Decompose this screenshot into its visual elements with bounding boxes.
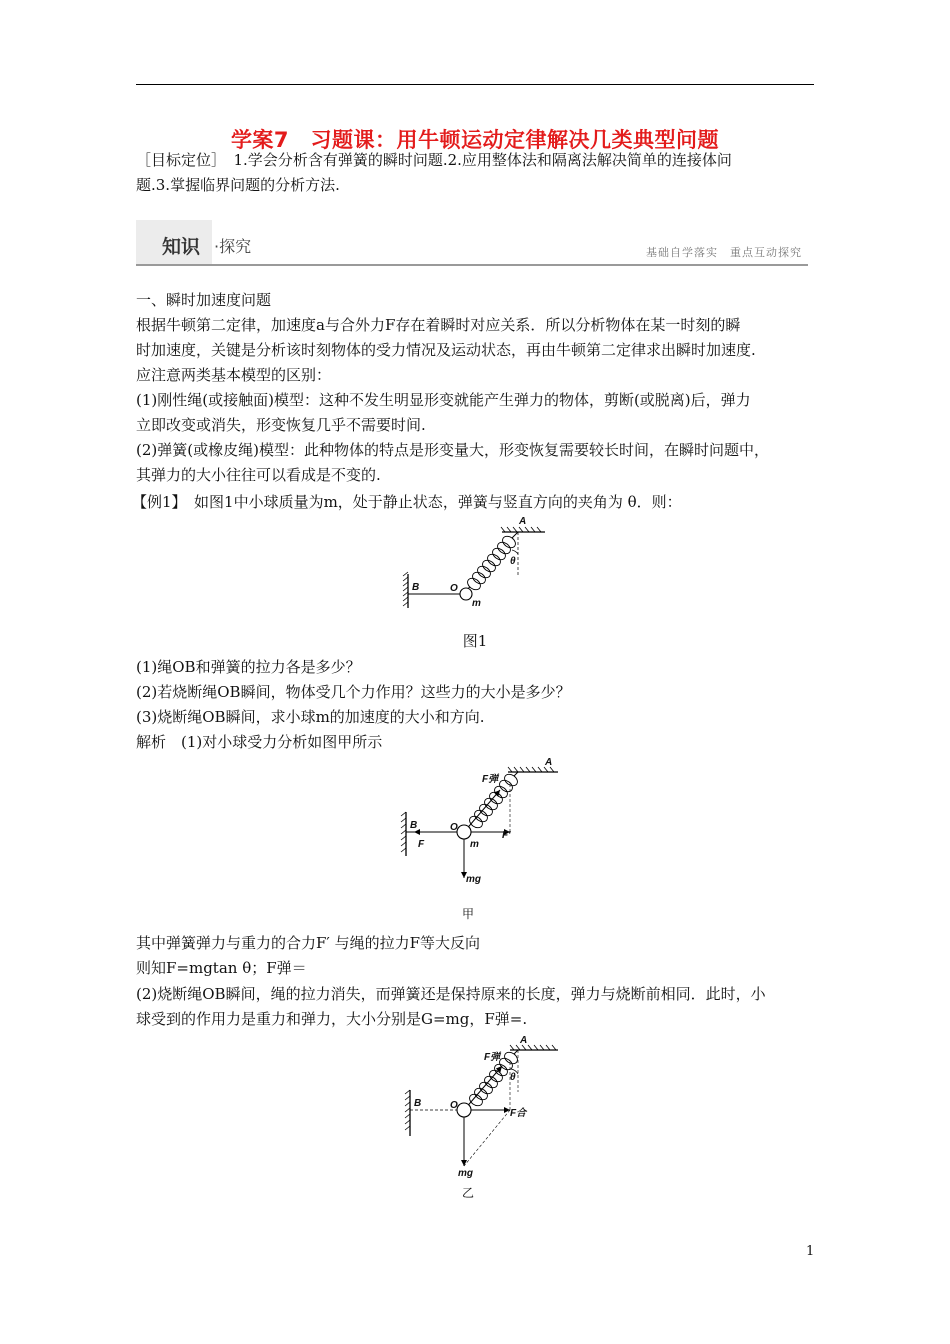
figure-yi-diagram (398, 1032, 568, 1178)
label-B: B (412, 582, 420, 593)
body-line: 时加速度，关键是分析该时刻物体的受力情况及运动状态，再由牛顿第二定律求出瞬时加速度. (136, 341, 756, 359)
banner-title-suffix: ·探究 (214, 237, 252, 256)
figure-yi-caption: 乙 (461, 1186, 474, 1200)
body-line: 根据牛顿第二定律，加速度a与合外力F存在着瞬时对应关系．所以分析物体在某一时刻的瞬 (136, 316, 741, 334)
label-m: m (472, 598, 481, 609)
section-heading: 一、瞬时加速度问题 (136, 291, 272, 309)
question-2: (2)若烧断绳OB瞬间，物体受几个力作用？这些力的大小是多少？ (136, 683, 571, 701)
label-theta: θ (510, 556, 516, 567)
label-B: B (414, 1098, 422, 1109)
label-mg: mg (466, 874, 481, 885)
example-stem: 【例1】 如图1中小球质量为m，处于静止状态，弹簧与竖直方向的夹角为 θ．则： (132, 493, 682, 511)
banner-title: 知识 (162, 236, 201, 258)
label-O: O (450, 1100, 458, 1111)
after-jia-line-2: 则知F=mgtan θ；F弹＝ (136, 959, 307, 977)
body-line: (2)弹簧(或橡皮绳)模型：此种物体的特点是形变量大，形变恢复需要较长时间，在瞬时问题中， (136, 441, 769, 459)
part2-line-2: 球受到的作用力是重力和弹力，大小分别是G=mg，F弹=. (136, 1010, 528, 1028)
body-line: 其弹力的大小往往可以看成是不变的. (136, 466, 381, 484)
label-O: O (450, 583, 458, 594)
question-3: (3)烧断绳OB瞬间，求小球m的加速度的大小和方向. (136, 708, 485, 726)
body-line: 应注意两类基本模型的区别： (136, 366, 332, 384)
label-F: F (418, 839, 425, 850)
label-F-prime: F′ (502, 830, 511, 841)
figure-1-diagram (400, 514, 560, 614)
question-1: (1)绳OB和弹簧的拉力各是多少？ (136, 658, 361, 676)
page-number: 1 (806, 1244, 815, 1259)
label-mg: mg (458, 1168, 473, 1178)
figure-jia-caption: 甲 (461, 907, 474, 921)
body-line: (1)刚性绳(或接触面)模型：这种不发生明显形变就能产生弹力的物体，剪断(或脱离)后，弹力 (136, 391, 751, 409)
label-B: B (410, 820, 418, 831)
label-A: A (545, 757, 553, 768)
label-F-spring: F弹 (482, 774, 499, 785)
figure-jia-diagram (398, 754, 568, 890)
goal-line-2: 题.3.掌握临界问题的分析方法. (136, 176, 340, 194)
label-A: A (519, 516, 527, 527)
page-title: 学案7 习题课：用牛顿运动定律解决几类典型问题 (230, 128, 720, 152)
top-rule (136, 84, 814, 85)
label-F-spring: F弹 (484, 1052, 501, 1063)
part2-line-1: (2)烧断绳OB瞬间，绳的拉力消失，而弹簧还是保持原来的长度，弹力与烧断前相同．此时，小 (136, 985, 766, 1003)
label-O: O (450, 822, 458, 833)
label-F-net: F合 (510, 1108, 527, 1119)
label-m: m (470, 839, 479, 850)
section-banner (136, 220, 808, 266)
label-theta: θ (510, 1072, 516, 1083)
banner-subtitle: 基础自学落实 重点互动探究 (646, 246, 802, 259)
figure-1-caption: 图1 (462, 632, 488, 650)
goal-line-1: ［目标定位］ 1.学会分析含有弹簧的瞬时问题.2.应用整体法和隔离法解决简单的连接体问 (136, 151, 732, 169)
after-jia-line-1: 其中弹簧弹力与重力的合力F′ 与绳的拉力F等大反向 (136, 934, 480, 952)
analysis-intro: 解析 (1)对小球受力分析如图甲所示 (136, 733, 383, 751)
body-line: 立即改变或消失，形变恢复几乎不需要时间. (136, 416, 426, 434)
label-A: A (520, 1035, 528, 1046)
